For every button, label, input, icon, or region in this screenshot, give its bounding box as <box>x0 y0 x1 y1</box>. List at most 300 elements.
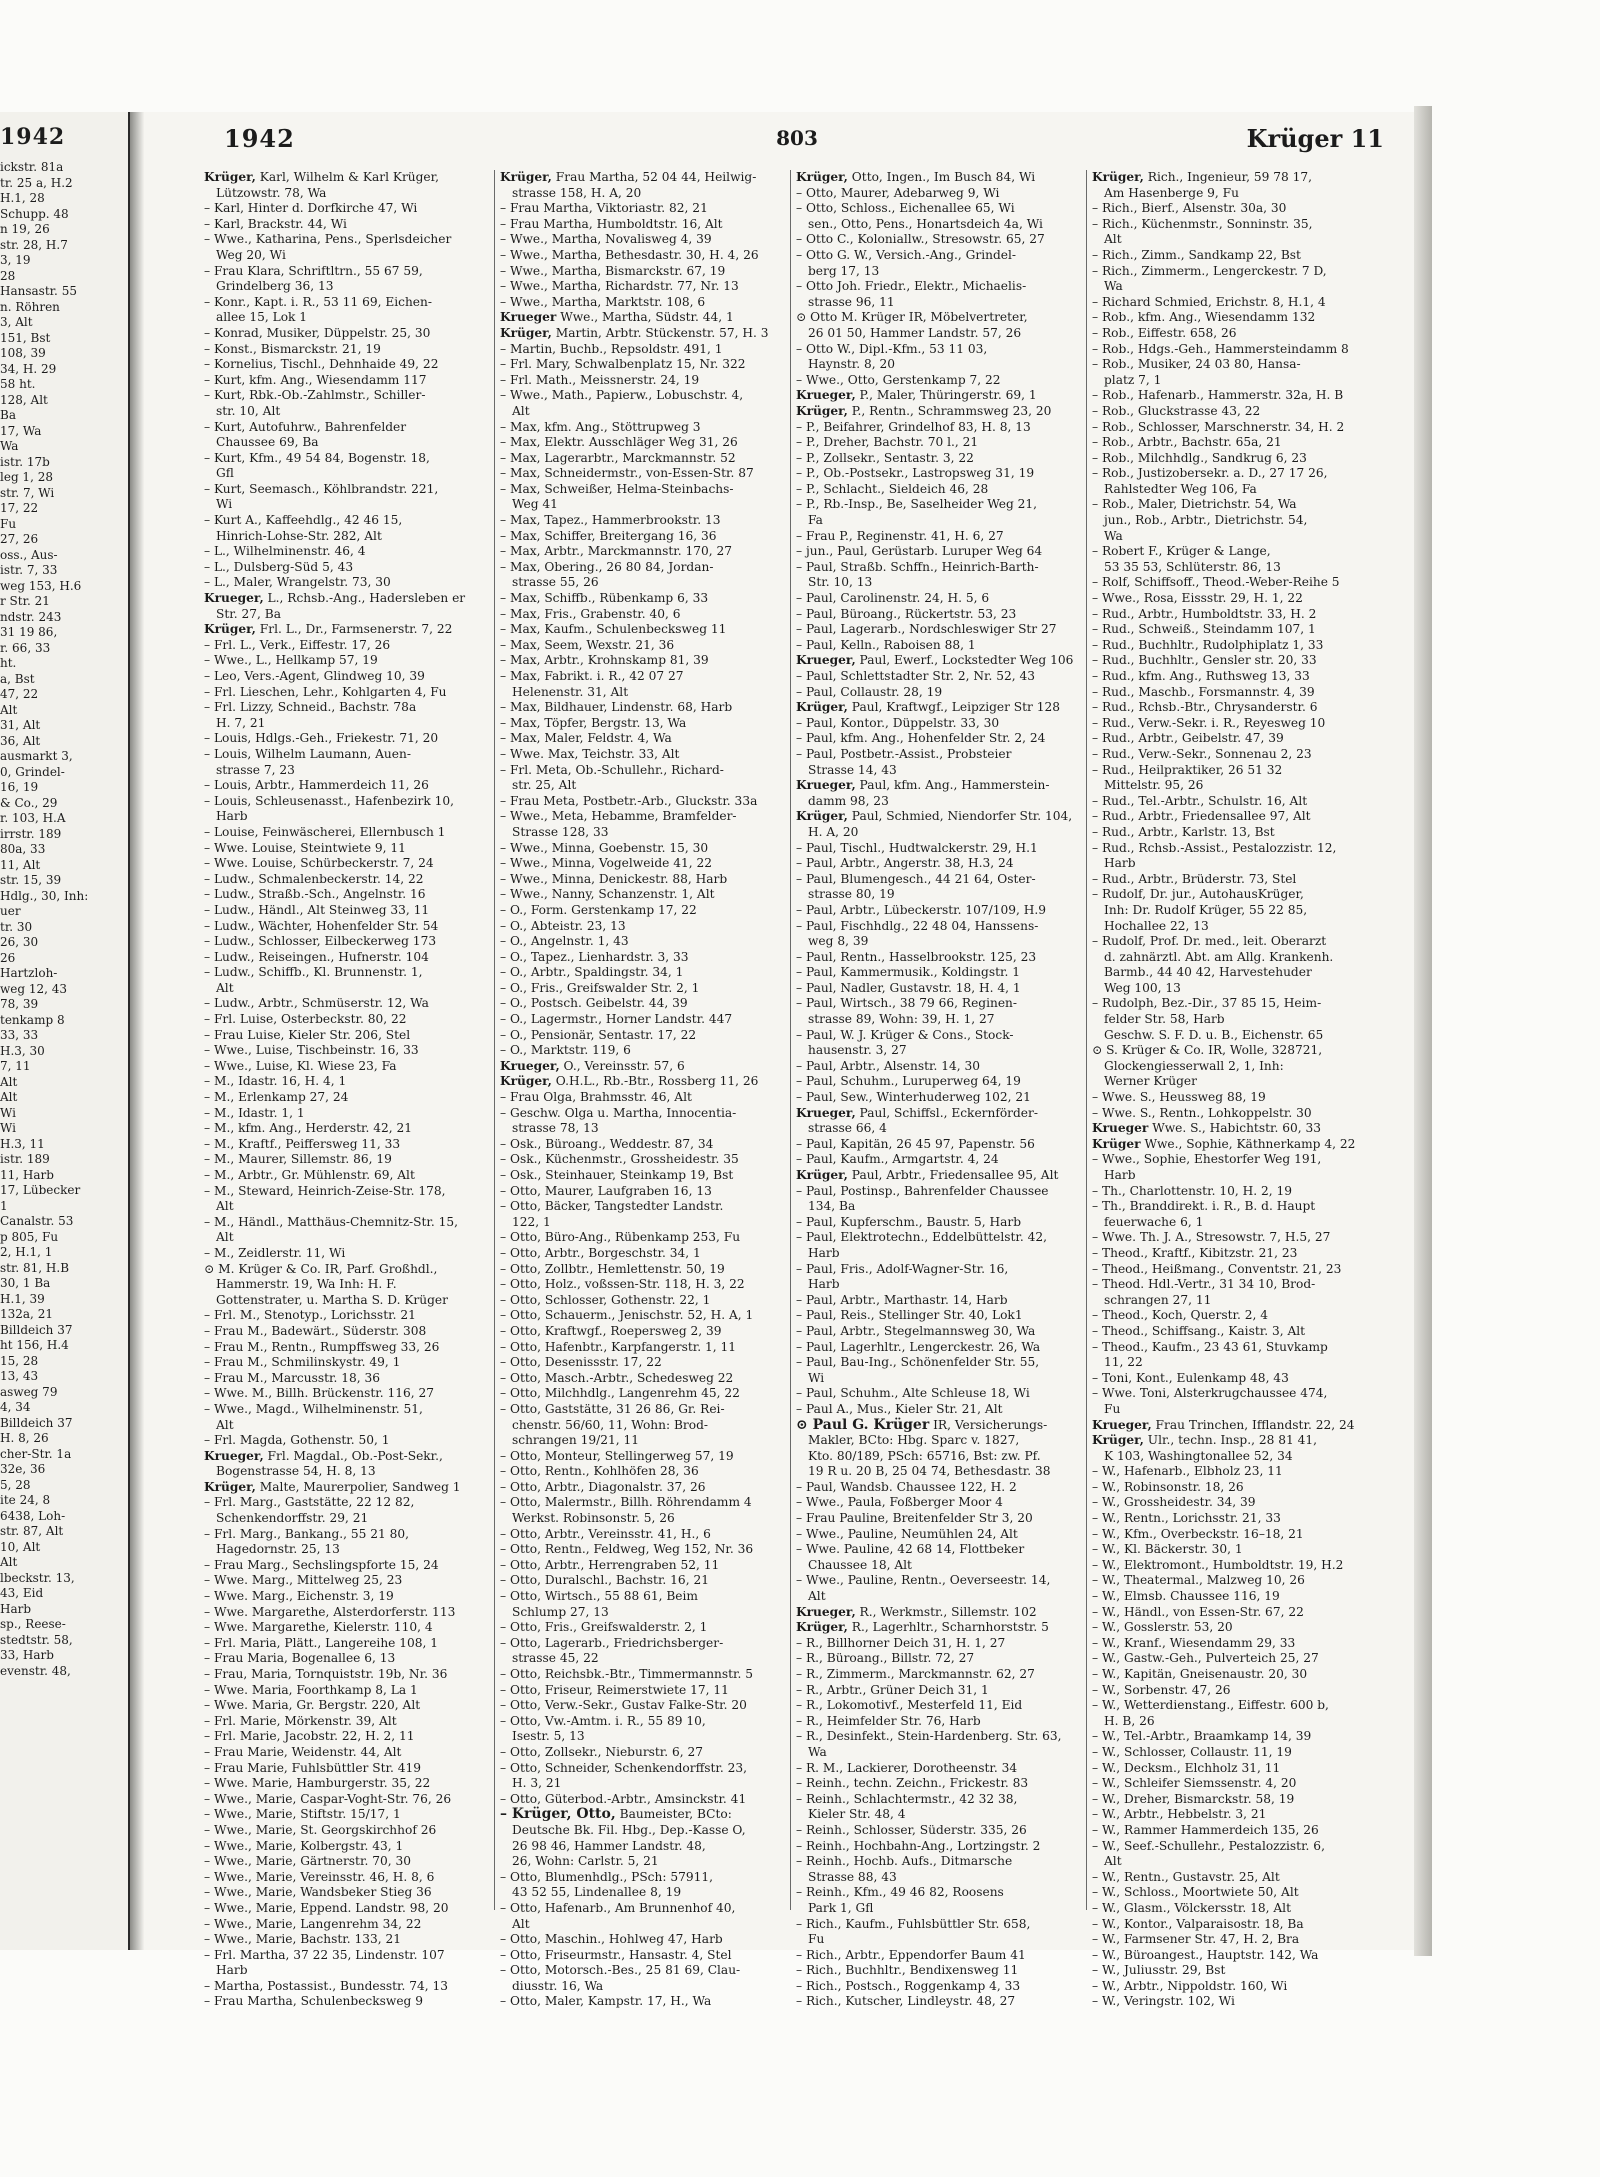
entry-text: – Max, Bildhauer, Lindenstr. 68, Harb <box>500 700 733 715</box>
surname-heading: Krüger, <box>204 1479 256 1494</box>
entry-text: – Louis, Arbtr., Hammerdeich 11, 26 <box>204 778 429 793</box>
entry-text: – Otto, Zollsekr., Nieburstr. 6, 27 <box>500 1744 704 1759</box>
directory-entry <box>204 1090 490 1106</box>
directory-entry-continuation <box>796 575 1082 591</box>
entry-text: – Rob., Justizobersekr. a. D., 27 17 26, <box>1092 466 1328 481</box>
left-page-line: Harb <box>0 1601 32 1616</box>
entry-text: – Rich., Kaufm., Fuhlsbüttler Str. 658, <box>796 1916 1031 1931</box>
entry-text: – Wwe., Marie, Eppend. Landstr. 98, 20 <box>204 1900 449 1915</box>
directory-entry <box>1092 575 1378 591</box>
entry-text: – Wwe., Marie, St. Georgskirchhof 26 <box>204 1822 437 1837</box>
left-page-line: weg 12, 43 <box>0 981 68 996</box>
directory-entry <box>204 1074 490 1090</box>
left-page-line: str. 7, Wi <box>0 485 55 500</box>
directory-entry <box>796 1168 1082 1184</box>
entry-text: Park 1, Gfl <box>808 1900 874 1915</box>
entry-text: – Reinh., techn. Zeichn., Frickestr. 83 <box>796 1776 1029 1791</box>
entry-text: Paul, Kraftwgf., Leipziger Str 128 <box>847 700 1061 715</box>
entry-text: – Rud., Rchsb.-Btr., Chrysanderstr. 6 <box>1092 700 1318 715</box>
left-page-line: 47, 22 <box>0 687 39 701</box>
entry-text: – Max, Kaufm., Schulenbecksweg 11 <box>500 622 727 637</box>
left-page-line: 28 <box>0 268 16 283</box>
entry-text: – Otto, Maler, Kampstr. 17, H., Wa <box>500 1994 712 2009</box>
directory-entry <box>796 1994 1082 2010</box>
entry-text: – W., Arbtr., Nippoldstr. 160, Wi <box>1092 1978 1288 1993</box>
entry-text: – Wwe., Marie, Langenrehm 34, 22 <box>204 1916 422 1931</box>
entry-text: – Otto, Lagerarb., Friedrichsberger- <box>500 1635 724 1650</box>
entry-text: – Max, Elektr. Ausschläger Weg 31, 26 <box>500 435 738 450</box>
entry-text: O.H.L., Rb.-Btr., Rossberg 11, 26 <box>551 1074 759 1089</box>
directory-entry <box>500 1199 786 1215</box>
entry-text: – W., Glasm., Völckersstr. 18, Alt <box>1092 1900 1291 1915</box>
left-page-line: 33, 33 <box>0 1028 39 1042</box>
left-page-line: r. 103, H.A <box>0 811 66 825</box>
directory-entry <box>500 1043 786 1059</box>
directory-entry-continuation <box>204 497 490 513</box>
entry-text: – M., Händl., Matthäus-Chemnitz-Str. 15, <box>204 1214 459 1229</box>
directory-entry-continuation <box>796 1464 1082 1480</box>
entry-text: – Max, Schweißer, Helma-Steinbachs- <box>500 481 734 496</box>
entry-text: – Frl. Luise, Osterbeckstr. 80, 22 <box>204 1012 407 1027</box>
directory-entry <box>796 388 1082 404</box>
directory-entry-continuation <box>1092 1449 1378 1465</box>
directory-entry <box>204 638 490 654</box>
entry-text: – Frau Meta, Postbetr.-Arb., Gluckstr. 33a <box>500 793 758 808</box>
entry-text: – Wwe., Martha, Marktstr. 108, 6 <box>500 294 706 309</box>
directory-entry <box>796 1854 1082 1870</box>
entry-text: – Paul, Elektrotechn., Eddelbüttelstr. 42, <box>796 1230 1048 1245</box>
entry-text: – Rob., Milchhdlg., Sandkrug 6, 23 <box>1092 450 1307 465</box>
entry-text: – W., Büroangest., Hauptstr. 142, Wa <box>1092 1947 1319 1962</box>
directory-entry <box>500 466 786 482</box>
directory-entry <box>500 1994 786 2010</box>
entry-text: schrangen 27, 11 <box>1104 1292 1212 1307</box>
entry-text: – Frl. Maria, Plätt., Langereihe 108, 1 <box>204 1635 439 1650</box>
entry-text: – P., Beifahrer, Grindelhof 83, H. 8, 13 <box>796 419 1031 434</box>
directory-entry <box>500 1308 786 1324</box>
directory-entry <box>500 1761 786 1777</box>
entry-text: – Otto C., Koloniallw., Stresowstr. 65, 27 <box>796 232 1045 247</box>
directory-entry <box>796 1823 1082 1839</box>
directory-entry <box>204 295 490 311</box>
entry-text: – P., Rb.-Insp., Be, Saselheider Weg 21, <box>796 497 1038 512</box>
directory-entry-continuation <box>796 217 1082 233</box>
entry-text: – M., Maurer, Sillemstr. 86, 19 <box>204 1152 392 1167</box>
column-divider <box>494 170 495 1910</box>
directory-entry <box>204 1917 490 1933</box>
directory-entry <box>500 1449 786 1465</box>
left-page-line: r Str. 21 <box>0 594 50 608</box>
directory-entry <box>796 685 1082 701</box>
entry-text: – Rich., Postsch., Roggenkamp 4, 33 <box>796 1978 1021 1993</box>
directory-entry <box>1092 1137 1378 1153</box>
directory-entry-continuation <box>1092 1402 1378 1418</box>
directory-entry <box>796 373 1082 389</box>
directory-entry <box>796 1495 1082 1511</box>
entry-text: – M., Steward, Heinrich-Zeise-Str. 178, <box>204 1183 446 1198</box>
entry-text: 122, 1 <box>512 1214 551 1229</box>
entry-text: strasse 89, Wohn: 39, H. 1, 27 <box>808 1012 995 1027</box>
entry-text: – Wwe. Louise, Schürbeckerstr. 7, 24 <box>204 856 434 871</box>
directory-entry <box>1092 170 1378 186</box>
directory-entry-continuation <box>796 1870 1082 1886</box>
directory-entry <box>204 1215 490 1231</box>
entry-text: – W., Kranf., Wiesendamm 29, 33 <box>1092 1635 1296 1650</box>
directory-entry <box>796 497 1082 513</box>
entry-text: Geschw. S. F. D. u. B., Eichenstr. 65 <box>1104 1027 1324 1042</box>
directory-entry-continuation <box>1092 1714 1378 1730</box>
directory-entry <box>204 1137 490 1153</box>
directory-entry-continuation <box>1092 1215 1378 1231</box>
entry-text: Hinrich-Lohse-Str. 282, Alt <box>216 528 382 543</box>
directory-entry <box>204 1636 490 1652</box>
entry-text: – Th., Branddirekt. i. R., B. d. Haupt <box>1092 1199 1316 1214</box>
entry-text: – L., Wilhelminenstr. 46, 4 <box>204 544 366 559</box>
entry-text: – Paul, Schuhm., Alte Schleuse 18, Wi <box>796 1386 1030 1401</box>
surname-heading: Krueger <box>1092 1121 1149 1136</box>
directory-entry <box>500 1667 786 1683</box>
entry-text: – Frau Pauline, Breitenfelder Str 3, 20 <box>796 1511 1033 1526</box>
directory-entry <box>1092 1371 1378 1387</box>
entry-text: – Paul, Kammermusik., Koldingstr. 1 <box>796 965 1020 980</box>
directory-entry <box>1092 1511 1378 1527</box>
directory-entry <box>1092 1683 1378 1699</box>
directory-entry <box>796 1028 1082 1044</box>
entry-text: H. 7, 21 <box>216 715 266 730</box>
entry-text: – Rud., Arbtr., Brüderstr. 73, Stel <box>1092 871 1297 886</box>
entry-text: – Frau M., Rentn., Rumpffsweg 33, 26 <box>204 1339 440 1354</box>
left-page-line: weg 153, H.6 <box>0 578 82 593</box>
left-page-line: tr. 25 a, H.2 <box>0 175 73 190</box>
entry-text: – Paul, Postbetr.-Assist., Probsteier <box>796 746 1012 761</box>
directory-entry <box>796 279 1082 295</box>
left-page-line: Hansastr. 55 <box>0 284 77 298</box>
entry-text: Glockengiesserwall 2, 1, Inh: <box>1104 1058 1284 1073</box>
directory-entry <box>796 700 1082 716</box>
directory-entry <box>500 529 786 545</box>
directory-entry <box>204 1355 490 1371</box>
directory-entry <box>1092 1605 1378 1621</box>
page-header <box>210 124 1384 156</box>
directory-entry <box>1092 404 1378 420</box>
entry-text: – Rob., Arbtr., Bachstr. 65a, 21 <box>1092 435 1282 450</box>
directory-entry <box>204 887 490 903</box>
directory-entry-continuation <box>796 934 1082 950</box>
surname-heading: Krüger, <box>796 1620 848 1635</box>
entry-text: Wa <box>808 1744 827 1759</box>
directory-entry-continuation <box>796 264 1082 280</box>
left-page-fragment <box>0 112 130 1950</box>
directory-entry <box>796 1948 1082 1964</box>
directory-entry <box>500 388 786 404</box>
page-edge <box>1414 106 1432 1956</box>
directory-entry <box>204 1028 490 1044</box>
directory-entry <box>500 1074 786 1090</box>
entry-text: – Wwe., Marie, Caspar-Voght-Str. 76, 26 <box>204 1791 452 1806</box>
directory-entry <box>500 872 786 888</box>
entry-text: 26 98 46, Hammer Landstr. 48, <box>512 1838 706 1853</box>
directory-entry <box>204 1558 490 1574</box>
directory-entry-continuation <box>500 1776 786 1792</box>
directory-entry <box>500 934 786 950</box>
directory-entry-continuation <box>796 1043 1082 1059</box>
directory-entry <box>796 1106 1082 1122</box>
entry-text: Str. 10, 13 <box>808 575 873 590</box>
directory-entry <box>204 1761 490 1777</box>
left-page-line: 6438, Loh- <box>0 1508 66 1523</box>
entry-text: sen., Otto, Pens., Honartsdeich 4a, Wi <box>808 216 1043 231</box>
left-page-line: stedtstr. 58, <box>0 1632 73 1647</box>
entry-text: – W., Gastw.-Geh., Pulverteich 25, 27 <box>1092 1651 1319 1666</box>
directory-entry <box>1092 1573 1378 1589</box>
entry-text: Rahlstedter Weg 106, Fa <box>1104 481 1257 496</box>
directory-entry <box>1092 1558 1378 1574</box>
entry-text: – Wwe., Marie, Kolbergstr. 43, 1 <box>204 1838 404 1853</box>
entry-text: – Rud., kfm. Ang., Ruthsweg 13, 33 <box>1092 669 1310 683</box>
left-page-line: Alt <box>0 1090 18 1104</box>
entry-text: – Theod., Kaufm., 23 43 61, Stuvkamp <box>1092 1339 1328 1354</box>
business-heading: ⊙ Paul G. Krüger <box>796 1416 930 1433</box>
entry-text: – Frl. Marie, Mörkenstr. 39, Alt <box>204 1713 397 1728</box>
directory-entry <box>204 575 490 591</box>
entry-text: – Frau M., Schmilinskystr. 49, 1 <box>204 1355 401 1370</box>
directory-entry-continuation <box>796 1371 1082 1387</box>
directory-entry <box>204 342 490 358</box>
surname-heading: Krüger, <box>796 700 848 715</box>
entry-text: – Frau Luise, Kieler Str. 206, Stel <box>204 1027 411 1042</box>
directory-entry <box>500 903 786 919</box>
directory-entry <box>796 201 1082 217</box>
entry-text: Harb <box>1104 1168 1136 1182</box>
directory-entry <box>1092 1184 1378 1200</box>
entry-text: – Frl. Mary, Schwalbenplatz 15, Nr. 322 <box>500 357 746 372</box>
directory-entry <box>500 201 786 217</box>
entry-text: – P., Dreher, Bachstr. 70 l., 21 <box>796 435 979 450</box>
entry-text: – Otto, Friseurmstr., Hansastr. 4, Stel <box>500 1947 732 1962</box>
surname-heading: Krüger, <box>204 622 256 637</box>
entry-text: – Rudolf, Prof. Dr. med., leit. Oberarzt <box>1092 934 1327 949</box>
directory-entry-continuation <box>796 1012 1082 1028</box>
entry-text: – W., Hafenarb., Elbholz 23, 11 <box>1092 1464 1283 1479</box>
directory-entry <box>796 1184 1082 1200</box>
directory-entry-continuation <box>500 1121 786 1137</box>
directory-entry <box>1092 1106 1378 1122</box>
directory-entry <box>1092 1979 1378 1995</box>
entry-text: Harb <box>216 1963 248 1978</box>
entry-text: – Frl. Meta, Ob.-Schullehr., Richard- <box>500 762 724 777</box>
entry-text: – Rob., Hdgs.-Geh., Hammersteindamm 8 <box>1092 341 1349 356</box>
left-page-line: p 805, Fu <box>0 1229 59 1244</box>
directory-entry <box>796 186 1082 202</box>
entry-text: – Otto, Fris., Greifswalderstr. 2, 1 <box>500 1620 708 1635</box>
directory-entry <box>500 887 786 903</box>
directory-entry <box>1092 1620 1378 1636</box>
entry-text: Alt <box>512 1916 530 1931</box>
entry-text: – O., Form. Gerstenkamp 17, 22 <box>500 902 697 917</box>
directory-entry <box>500 1355 786 1371</box>
directory-entry <box>1092 1745 1378 1761</box>
directory-entry-continuation <box>500 825 786 841</box>
directory-entry <box>1092 1386 1378 1402</box>
directory-entry <box>796 1074 1082 1090</box>
entry-text: – Wwe. S., Rentn., Lohkoppelstr. 30 <box>1092 1105 1312 1120</box>
directory-entry <box>500 1106 786 1122</box>
entry-text: – Paul, Kaufm., Armgartstr. 4, 24 <box>796 1152 999 1167</box>
entry-text: – Osk., Küchenmstr., Grossheidestr. 35 <box>500 1152 739 1167</box>
entry-text: Kieler Str. 48, 4 <box>808 1807 906 1822</box>
entry-text: – Paul, Schlettstadter Str. 2, Nr. 52, 43 <box>796 669 1035 683</box>
directory-entry <box>796 1324 1082 1340</box>
entry-text: Paul, kfm. Ang., Hammerstein- <box>855 778 1050 793</box>
directory-entry <box>796 1761 1082 1777</box>
directory-entry <box>1092 1433 1378 1449</box>
entry-text: – Rud., Buchhltr., Rudolphiplatz 1, 33 <box>1092 637 1324 652</box>
left-page-line: H.3, 11 <box>0 1136 45 1151</box>
entry-text: – Frau P., Reginenstr. 41, H. 6, 27 <box>796 528 1004 543</box>
column-divider <box>1086 170 1087 1910</box>
directory-entry <box>500 669 786 685</box>
directory-entry-continuation <box>500 1854 786 1870</box>
directory-entry <box>500 1573 786 1589</box>
entry-text: – Theod., Kraftf., Kibitzstr. 21, 23 <box>1092 1245 1298 1260</box>
directory-entry <box>1092 1667 1378 1683</box>
entry-text: – Kurt, Autofuhrw., Bahrenfelder <box>204 419 407 434</box>
directory-entry-continuation <box>500 1839 786 1855</box>
entry-text: – Wwe. Maria, Gr. Bergstr. 220, Alt <box>204 1698 421 1713</box>
left-page-line: 43, Eid <box>0 1586 44 1600</box>
directory-entry-continuation <box>796 1745 1082 1761</box>
directory-entry-continuation <box>204 981 490 997</box>
directory-entry <box>1092 1948 1378 1964</box>
directory-entry <box>1092 1963 1378 1979</box>
directory-entry-continuation <box>796 513 1082 529</box>
entry-text: – Louis, Hdlgs.-Geh., Friekestr. 71, 20 <box>204 731 439 746</box>
entry-text: – Rud., Maschb., Forsmannstr. 4, 39 <box>1092 684 1315 699</box>
entry-text: – Wwe. Max, Teichstr. 33, Alt <box>500 746 680 761</box>
directory-entry-continuation <box>500 1917 786 1933</box>
book-gutter <box>130 112 144 1950</box>
directory-entry <box>796 1230 1082 1246</box>
directory-entry <box>796 919 1082 935</box>
entry-text: Wwe., Martha, Südstr. 44, 1 <box>556 310 734 325</box>
entry-text: – Paul, Reis., Stellinger Str. 40, Lok1 <box>796 1308 1023 1323</box>
directory-entry <box>204 482 490 498</box>
entry-text: Mittelstr. 95, 26 <box>1104 778 1204 793</box>
directory-entry-continuation <box>204 607 490 623</box>
directory-entry <box>1092 451 1378 467</box>
directory-entry <box>1092 1870 1378 1886</box>
left-page-line: 26, 30 <box>0 935 39 949</box>
entry-text: – Wwe., Otto, Gerstenkamp 7, 22 <box>796 372 1001 387</box>
surname-heading: Krueger, <box>1092 1417 1152 1432</box>
entry-text: Alt <box>1104 1854 1122 1869</box>
directory-entry <box>1092 1230 1378 1246</box>
entry-text: – Paul, Wirtsch., 38 79 66, Reginen- <box>796 996 1018 1011</box>
column-4 <box>1092 170 1378 2009</box>
directory-entry-continuation <box>204 529 490 545</box>
left-page-line: 16, 19 <box>0 780 39 794</box>
entry-text: – Otto, Blumenhdlg., PSch: 57911, <box>500 1869 713 1884</box>
entry-text: – Otto, Rentn., Feldweg, Weg 152, Nr. 36 <box>500 1542 754 1557</box>
directory-entry <box>204 1121 490 1137</box>
directory-entry <box>204 1792 490 1808</box>
entry-text: – Reinh., Schlachtermstr., 42 32 38, <box>796 1791 1018 1806</box>
directory-entry-continuation <box>204 1418 490 1434</box>
directory-entry <box>796 1090 1082 1106</box>
directory-entry-continuation <box>204 1230 490 1246</box>
directory-entry <box>796 1667 1082 1683</box>
directory-entry-continuation <box>500 1651 786 1667</box>
entry-text: – Rich., Zimm., Sandkamp 22, Bst <box>1092 247 1301 262</box>
entry-text: Harb <box>1104 856 1136 871</box>
directory-entry <box>500 1683 786 1699</box>
directory-entry <box>500 560 786 576</box>
directory-entry <box>796 996 1082 1012</box>
entry-text: – W., Juliusstr. 29, Bst <box>1092 1963 1226 1978</box>
entry-text: – Wwe., Magd., Wilhelminenstr. 51, <box>204 1401 423 1416</box>
entry-text: – O., Tapez., Lienhardstr. 3, 33 <box>500 949 689 964</box>
directory-entry <box>796 1776 1082 1792</box>
directory-entry <box>204 669 490 685</box>
directory-entry-continuation <box>500 1418 786 1434</box>
directory-entry-continuation <box>500 186 786 202</box>
left-page-line: str. 15, 39 <box>0 873 62 887</box>
entry-text: – Paul, Lagerarb., Nordschleswiger Str 27 <box>796 622 1057 637</box>
directory-entry <box>796 529 1082 545</box>
directory-entry <box>204 560 490 576</box>
header-year: 1942 <box>224 124 295 153</box>
entry-text: – Ludw., Arbtr., Schmüserstr. 12, Wa <box>204 996 429 1011</box>
entry-text: strasse 66, 4 <box>808 1121 887 1136</box>
left-page-line: str. 81, H.B <box>0 1260 70 1275</box>
entry-text: – Frau Martha, Schulenbecksweg 9 <box>204 1994 423 2009</box>
entry-text: – Ludw., Schlosser, Eilbeckerweg 173 <box>204 934 437 949</box>
directory-entry <box>204 1371 490 1387</box>
entry-text: – Paul, Fischhdlg., 22 48 04, Hanssens- <box>796 918 1039 933</box>
entry-text: – Louis, Wilhelm Laumann, Auen- <box>204 746 411 761</box>
directory-entry-continuation <box>1092 529 1378 545</box>
directory-entry <box>1092 326 1378 342</box>
entry-text: Paul, Schiffsl., Eckernförder- <box>855 1105 1038 1120</box>
entry-text: – Otto, Monteur, Stellingerweg 57, 19 <box>500 1448 734 1463</box>
left-page-line: ht. <box>0 656 17 670</box>
directory-entry <box>796 170 1082 186</box>
directory-entry <box>796 591 1082 607</box>
directory-entry <box>1092 1729 1378 1745</box>
surname-heading: Krueger, <box>796 388 856 403</box>
entry-text: – Kornelius, Tischl., Dehnhaide 49, 22 <box>204 357 439 372</box>
directory-entry <box>500 809 786 825</box>
entry-text: – Otto, Milchhdlg., Langenrehm 45, 22 <box>500 1386 740 1401</box>
entry-text: – Otto, Maurer, Laufgraben 16, 13 <box>500 1183 712 1198</box>
directory-entry <box>1092 1885 1378 1901</box>
left-page-line: Alt <box>0 1074 18 1089</box>
entry-text: ⊙ Otto M. Krüger IR, Möbelvertreter, <box>796 310 1028 325</box>
directory-columns <box>204 170 1380 2009</box>
directory-entry-continuation <box>500 1511 786 1527</box>
entry-text: weg 8, 39 <box>808 934 869 949</box>
entry-text: – Otto, Verw.-Sekr., Gustav Falke-Str. 20 <box>500 1698 747 1713</box>
left-page-line: 0, Grindel- <box>0 764 65 779</box>
directory-entry <box>500 373 786 389</box>
entry-text: Alt <box>216 1417 234 1432</box>
surname-heading: Krueger, <box>796 1105 856 1120</box>
surname-heading: Krüger, <box>796 809 848 824</box>
entry-text: – Kurt, Seemasch., Köhlbrandstr. 221, <box>204 481 439 496</box>
entry-text: – Paul, kfm. Ang., Hohenfelder Str. 2, 24 <box>796 731 1046 746</box>
directory-entry <box>796 965 1082 981</box>
directory-entry <box>1092 607 1378 623</box>
